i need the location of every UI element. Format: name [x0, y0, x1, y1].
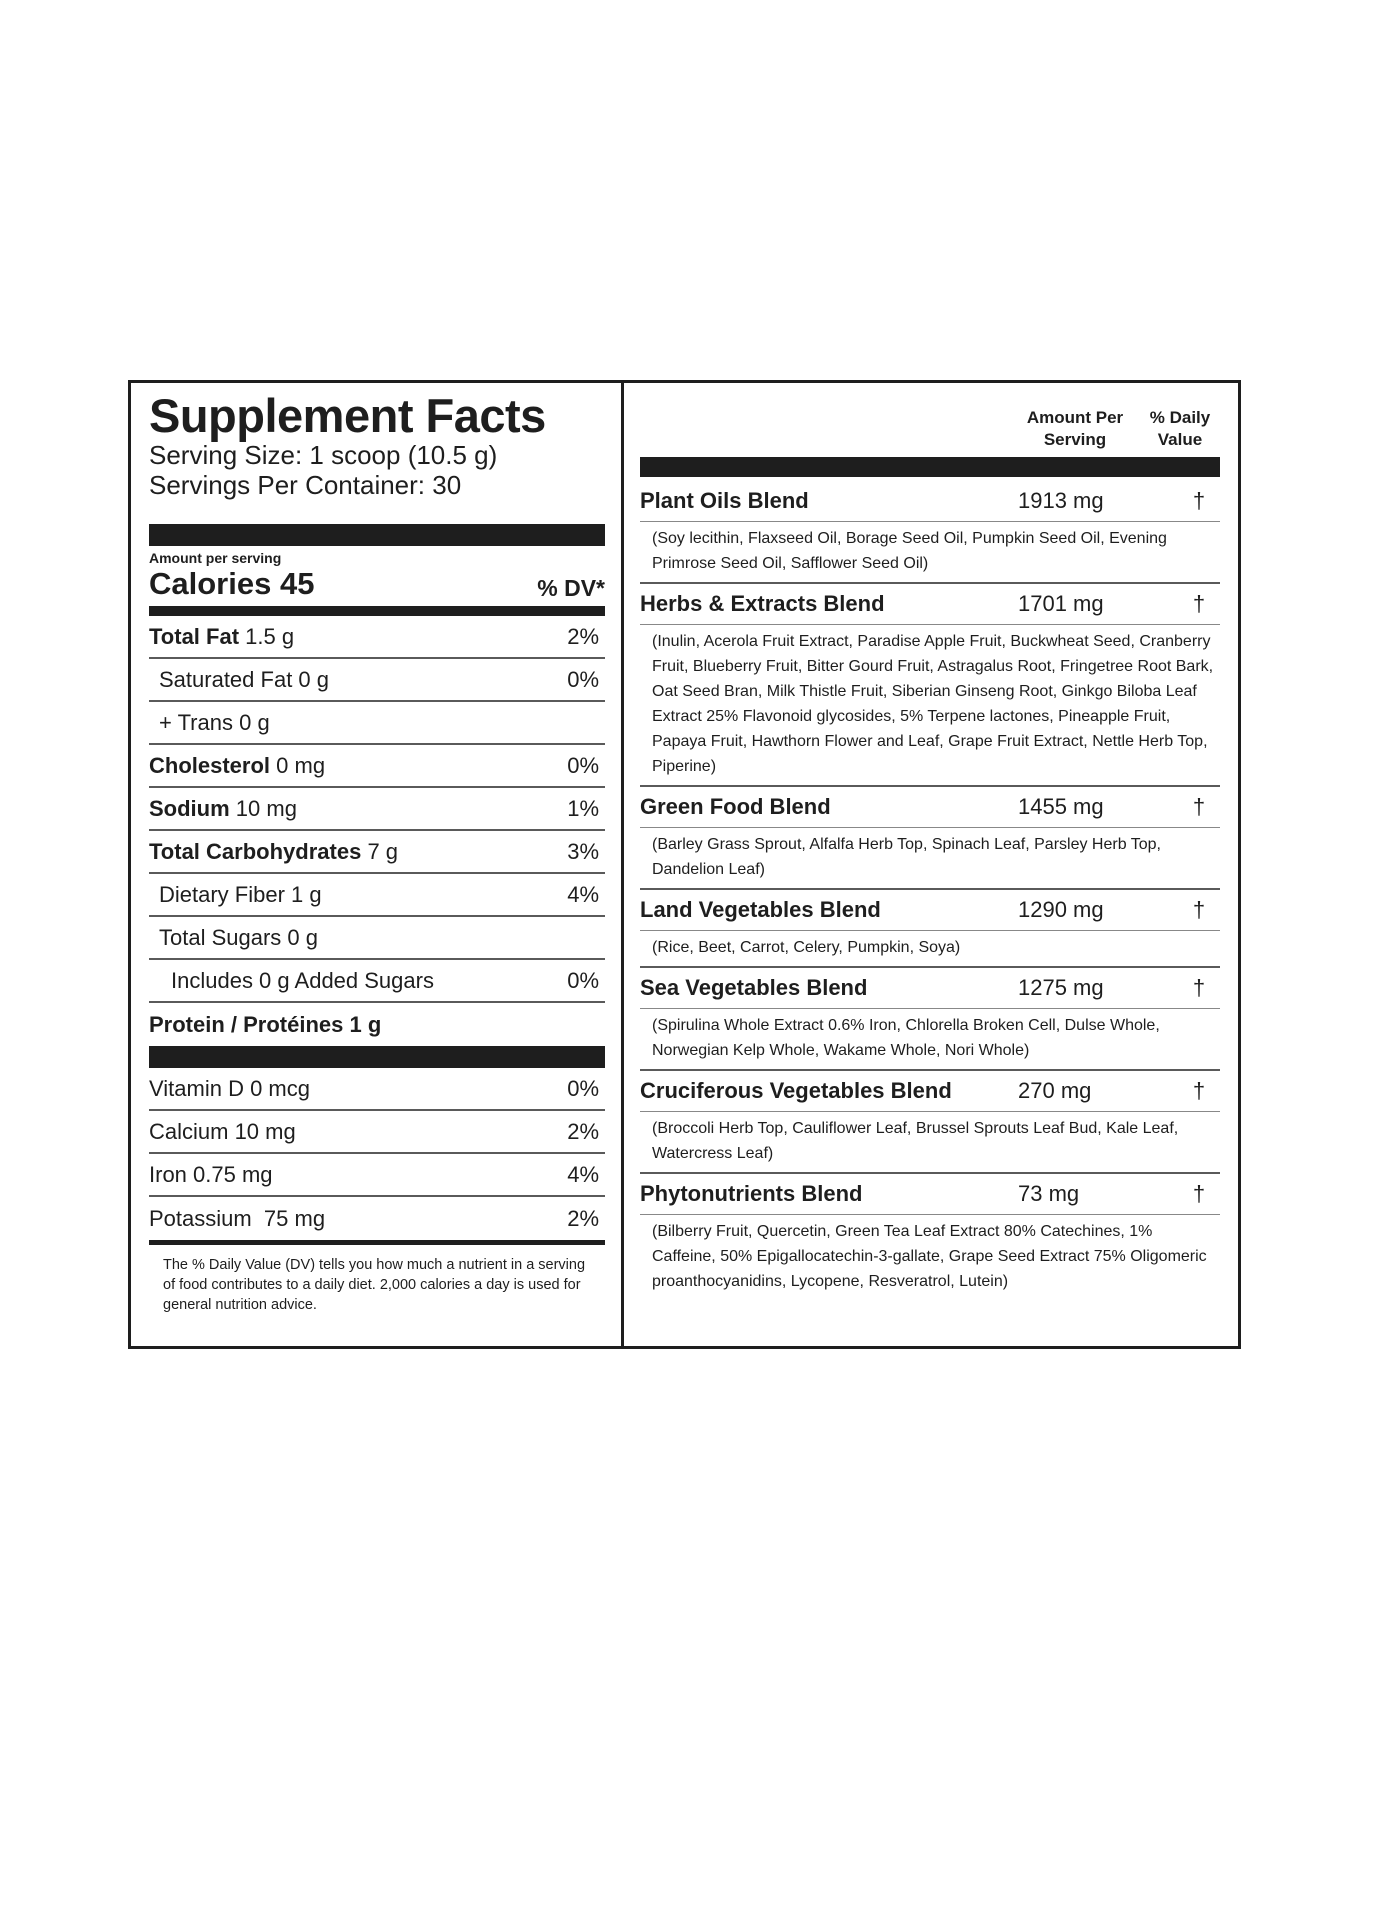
supplement-facts-label [128, 380, 1241, 1349]
blend-name: Cruciferous Vegetables Blend [640, 1078, 952, 1103]
divider-bar [149, 524, 605, 546]
nutrient-row-added-sugars [149, 960, 605, 1003]
nutrient-dv: 4% [567, 881, 599, 907]
nutrient-dv: 3% [567, 838, 599, 864]
nutrient-row-total-carbohydrates [149, 831, 605, 874]
daily-value-header: % Daily Value [1149, 408, 1211, 449]
nutrient-dv: 0% [567, 666, 599, 692]
blend-head [640, 1071, 1220, 1112]
dagger-symbol: † [1192, 488, 1206, 513]
vitamin-dv: 4% [567, 1161, 599, 1187]
nutrient-name: Sodium [149, 795, 230, 821]
nutrient-amount: 10 mg [235, 795, 297, 821]
nutrient-row-sodium [149, 788, 605, 831]
blend-amount: 1290 mg [1018, 897, 1104, 922]
dv-header: % DV* [537, 575, 605, 602]
blend-name: Green Food Blend [640, 794, 831, 819]
blend-ingredients: (Barley Grass Sprout, Alfalfa Herb Top, Spinach Leaf, Parsley Herb Top, Dandelion Leaf) [652, 836, 1161, 878]
blend-amount: 73 mg [1018, 1181, 1080, 1206]
label-title: Supplement Facts [149, 389, 546, 442]
blend-amount: 1455 mg [1018, 794, 1104, 819]
calories-row [149, 566, 605, 616]
calories: Calories 45 [149, 566, 315, 602]
vitamin-name: Vitamin D 0 mcg [149, 1075, 310, 1101]
blend-name: Land Vegetables Blend [640, 897, 881, 922]
blend-name: Herbs & Extracts Blend [640, 591, 885, 616]
blend-cruciferous-vegetables [640, 1071, 1220, 1174]
vitamin-dv: 2% [567, 1118, 599, 1144]
blend-name: Sea Vegetables Blend [640, 975, 868, 1000]
nutrient-name: Saturated Fat 0 g [159, 666, 329, 692]
nutrient-amount: 7 g [367, 838, 399, 864]
vitamin-dv: 0% [567, 1075, 599, 1101]
nutrient-name: Total Carbohydrates [149, 838, 362, 864]
vitamin-row-vitamin-d [149, 1068, 605, 1111]
dagger-symbol: † [1192, 975, 1206, 1000]
dagger-symbol: † [1192, 591, 1206, 616]
nutrient-dv: 0% [567, 967, 599, 993]
blend-amount: 270 mg [1018, 1078, 1092, 1103]
nutrient-row-dietary-fiber [149, 874, 605, 917]
nutrient-amount: 0 mg [276, 752, 326, 778]
vitamin-row-calcium [149, 1111, 605, 1154]
servings-per-container: Servings Per Container: 30 [149, 470, 462, 501]
amount-per-serving-header: Amount Per Serving [1026, 408, 1124, 449]
blend-ingredients: (Spirulina Whole Extract 0.6% Iron, Chlorella Broken Cell, Dulse Whole, Norwegian Kelp Whole, Wakame Whole, Nori Whole) [652, 1017, 1160, 1059]
nutrient-name: Dietary Fiber 1 g [159, 881, 322, 907]
nutrient-row-saturated-fat [149, 659, 605, 702]
vitamin-dv: 2% [567, 1205, 599, 1231]
nutrient-name: Includes 0 g Added Sugars [171, 967, 434, 993]
blend-head [640, 481, 1220, 522]
vitamin-name: Potassium 75 mg [149, 1205, 326, 1231]
nutrient-name: + Trans 0 g [159, 709, 270, 735]
dv-footnote: The % Daily Value (DV) tells you how much a nutrient in a serving of food contributes to a daily diet. 2,000 calories a day is used for general nutrition advice. [163, 1257, 586, 1314]
nutrient-amount: 1.5 g [245, 623, 295, 649]
blend-green-food [640, 787, 1220, 890]
blend-sea-vegetables [640, 968, 1220, 1071]
blend-ingredients: (Broccoli Herb Top, Cauliflower Leaf, Brussel Sprouts Leaf Bud, Kale Leaf, Watercress Leaf) [652, 1120, 1179, 1162]
blend-name: Plant Oils Blend [640, 488, 809, 513]
vitamin-name: Iron 0.75 mg [149, 1161, 273, 1187]
blend-land-vegetables [640, 890, 1220, 968]
divider-bar [640, 457, 1220, 477]
divider-bar [149, 1046, 605, 1068]
nutrient-row-cholesterol [149, 745, 605, 788]
dagger-symbol: † [1192, 897, 1206, 922]
blend-head [640, 1174, 1220, 1215]
nutrient-row-total-sugars [149, 917, 605, 960]
nutrient-name: Total Sugars 0 g [159, 924, 318, 950]
blend-amount: 1275 mg [1018, 975, 1104, 1000]
blend-phytonutrients [640, 1174, 1220, 1300]
protein: Protein / Protéines 1 g [149, 1011, 382, 1037]
dagger-symbol: † [1192, 1078, 1206, 1103]
amount-per-serving: Amount per serving [149, 550, 282, 567]
blend-name: Phytonutrients Blend [640, 1181, 863, 1206]
nutrition-panel [131, 383, 624, 1346]
vitamin-row-iron [149, 1154, 605, 1197]
nutrient-name: Total Fat [149, 623, 240, 649]
blend-head [640, 787, 1220, 828]
blend-ingredients: (Rice, Beet, Carrot, Celery, Pumpkin, Soya) [652, 939, 961, 956]
nutrient-dv: 2% [567, 623, 599, 649]
blend-amount: 1701 mg [1018, 591, 1104, 616]
nutrient-row-protein [149, 1003, 605, 1046]
serving-size: Serving Size: 1 scoop (10.5 g) [149, 440, 498, 471]
blends-panel [624, 383, 1238, 1346]
vitamin-name: Calcium 10 mg [149, 1118, 296, 1144]
blend-ingredients: (Soy lecithin, Flaxseed Oil, Borage Seed Oil, Pumpkin Seed Oil, Evening Primrose Seed Oil, Safflower Seed Oil) [652, 530, 1167, 572]
blend-plant-oils [640, 481, 1220, 584]
vitamin-row-potassium [149, 1197, 605, 1240]
blend-amount: 1913 mg [1018, 488, 1104, 513]
dagger-symbol: † [1192, 1181, 1206, 1206]
blend-herbs-extracts [640, 584, 1220, 787]
nutrient-row-trans-fat [149, 702, 605, 745]
blend-head [640, 890, 1220, 931]
blend-head [640, 584, 1220, 625]
nutrient-dv: 0% [567, 752, 599, 778]
nutrient-name: Cholesterol [149, 752, 271, 778]
nutrient-row-total-fat [149, 616, 605, 659]
blends-header [640, 393, 1220, 451]
blend-head [640, 968, 1220, 1009]
blend-ingredients: (Bilberry Fruit, Quercetin, Green Tea Leaf Extract 80% Catechines, 1% Caffeine, 50% Epigallocatechin-3-gallate, Grape Seed Extract 75% Oligomeric proanthocyanidins, Lycopene, Resveratrol, Lutein) [652, 1223, 1207, 1290]
nutrient-dv: 1% [567, 795, 599, 821]
blend-ingredients: (Inulin, Acerola Fruit Extract, Paradise Apple Fruit, Buckwheat Seed, Cranberry Fruit, Blueberry Fruit, Bitter Gourd Fruit, Astragalus Root, Fringetree Root Bark, Oat Seed Bran, Milk Thistle Fruit, Siberian Ginseng Root, Ginkgo Biloba Leaf Extract 25% Flavonoid glycosides, 5% Terpene lactones, Pineapple Fruit, Papaya Fruit, Hawthorn Flower and Leaf, Grape Fruit Extract, Nettle Herb Top, Piperine) [652, 633, 1214, 775]
dagger-symbol: † [1192, 794, 1206, 819]
